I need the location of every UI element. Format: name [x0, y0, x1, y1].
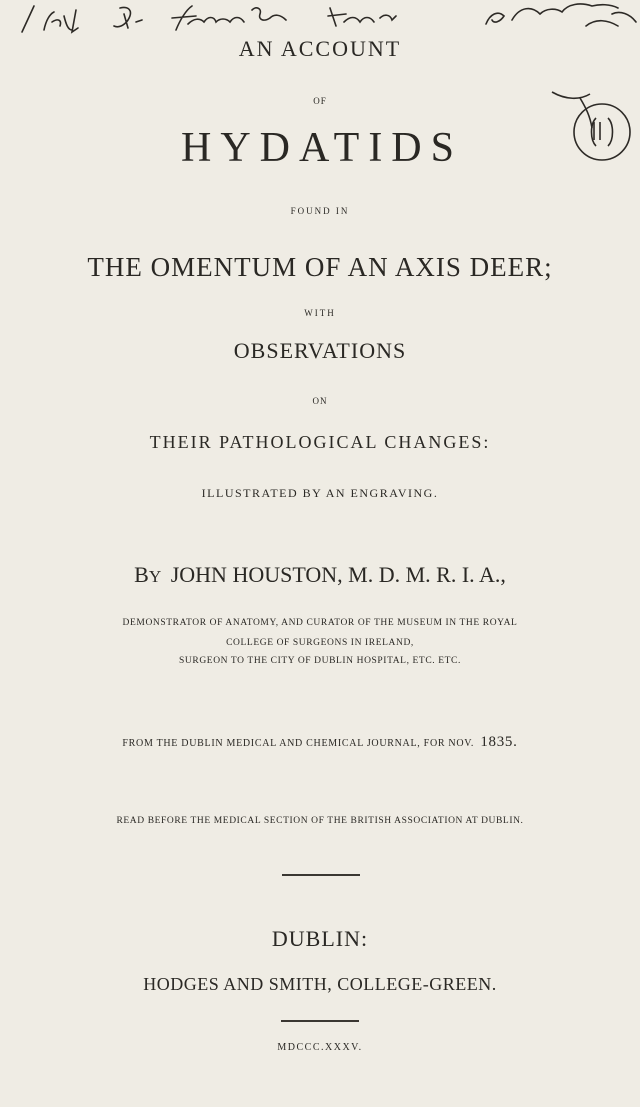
author-by-rest: Y: [148, 567, 162, 586]
imprint-divider: [281, 1020, 359, 1022]
title-of: OF: [313, 96, 327, 106]
section-divider: [282, 874, 360, 876]
imprint-date: MDCCC.XXXV.: [277, 1042, 363, 1053]
title-on: ON: [312, 396, 328, 406]
imprint-place: DUBLIN:: [271, 926, 369, 951]
title-an-account: AN ACCOUNT: [238, 36, 402, 61]
source-year: 1835.: [480, 734, 518, 750]
source-text: FROM THE DUBLIN MEDICAL AND CHEMICAL JOURNAL, FOR NOV.: [122, 738, 475, 749]
title-found-in: FOUND IN: [290, 206, 350, 216]
title-omentum: THE OMENTUM OF AN AXIS DEER;: [87, 252, 553, 282]
read-before-note: READ BEFORE THE MEDICAL SECTION OF THE BRITISH ASSOCIATION AT DUBLIN.: [116, 816, 524, 826]
imprint-publisher: HODGES AND SMITH, COLLEGE-GREEN.: [143, 974, 497, 994]
author-name: JOHN HOUSTON, M. D. M. R. I. A.,: [170, 562, 506, 587]
author-by-initial: B: [134, 562, 149, 587]
title-hydatids: HYDATIDS: [181, 125, 463, 171]
credential-line-3: SURGEON TO THE CITY OF DUBLIN HOSPITAL, ETC. ETC.: [179, 656, 461, 666]
title-with: WITH: [304, 308, 336, 318]
title-pathological-changes: THEIR PATHOLOGICAL CHANGES:: [149, 432, 491, 452]
title-observations: OBSERVATIONS: [233, 338, 407, 363]
title-illustrated: ILLUSTRATED BY AN ENGRAVING.: [201, 486, 439, 500]
source-journal: [0, 734, 640, 751]
handwritten-inscription: [0, 0, 640, 40]
author-line: [0, 562, 640, 588]
credential-line-1: DEMONSTRATOR OF ANATOMY, AND CURATOR OF THE MUSEUM IN THE ROYAL: [122, 618, 518, 628]
credential-line-2: COLLEGE OF SURGEONS IN IRELAND,: [226, 638, 414, 648]
